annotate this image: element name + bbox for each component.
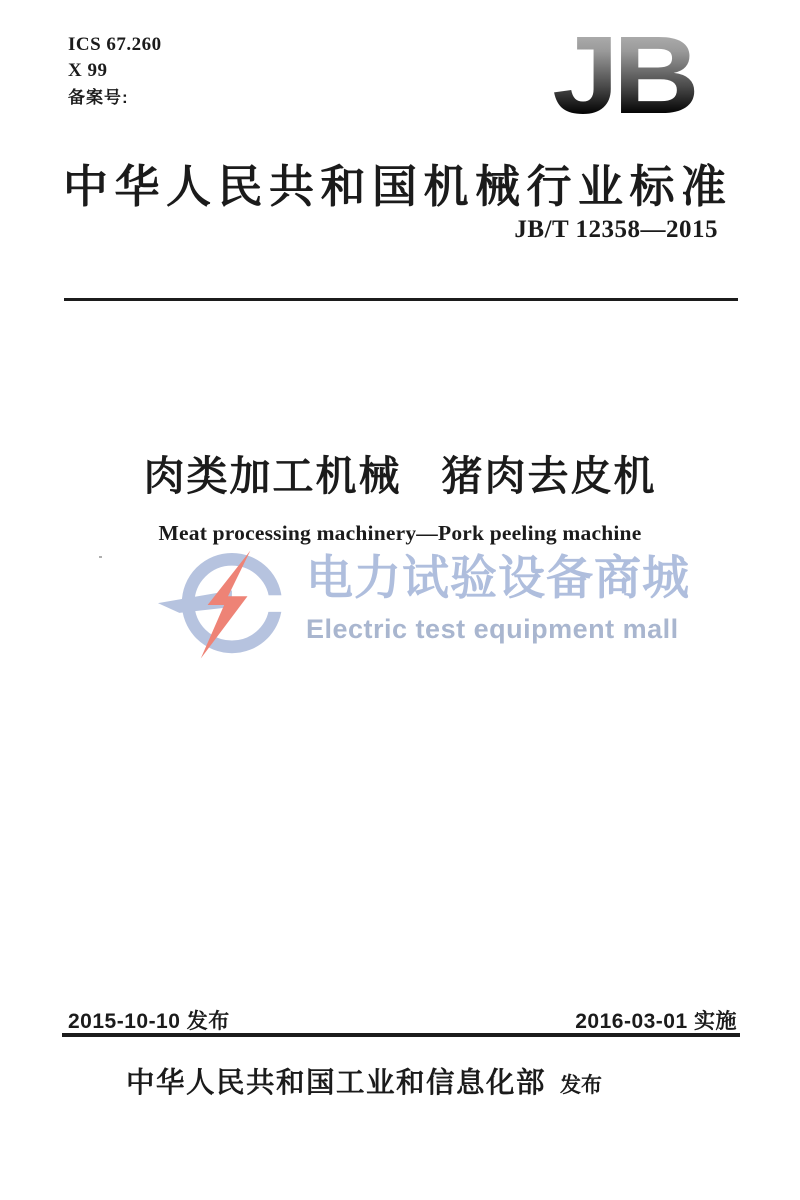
doc-class-code: X 99: [68, 60, 108, 81]
watermark-text-cn: 电力试验设备商城: [306, 551, 690, 604]
document-title-cn: [0, 443, 800, 502]
document-title-cn-part2: 猪肉去皮机: [441, 453, 657, 499]
watermark-text-en: Electric test equipment mall: [306, 614, 679, 644]
logo-ring-gap: [259, 595, 302, 612]
scan-artifact-dot: [99, 556, 102, 558]
watermark: [156, 546, 690, 666]
issue-date: 2015-10-10 发布: [68, 1010, 230, 1033]
footer-divider-line: [62, 1033, 740, 1037]
standard-number: JB/T 12358—2015: [514, 216, 718, 243]
watermark-text-block: [306, 546, 690, 645]
header-divider-line: [64, 298, 738, 301]
date-row: [68, 1005, 737, 1035]
standard-category-title: 中华人民共和国机械行业标准: [63, 161, 733, 212]
publisher-row: [0, 1060, 764, 1101]
classification-block: [68, 32, 162, 111]
watermark-electric-logo: [156, 546, 302, 666]
ics-code: ICS 67.260: [68, 34, 162, 55]
publisher-action-label: 发布: [560, 1074, 602, 1097]
record-number-label: 备案号:: [68, 88, 129, 107]
document-title-cn-part1: 肉类加工机械: [143, 453, 402, 499]
jb-standard-logo: JB: [534, 20, 712, 130]
publisher-name: 中华人民共和国工业和信息化部: [125, 1067, 546, 1099]
implementation-date: 2016-03-01 实施: [575, 1010, 737, 1033]
document-title-en: Meat processing machinery—Pork peeling machine: [158, 521, 642, 545]
